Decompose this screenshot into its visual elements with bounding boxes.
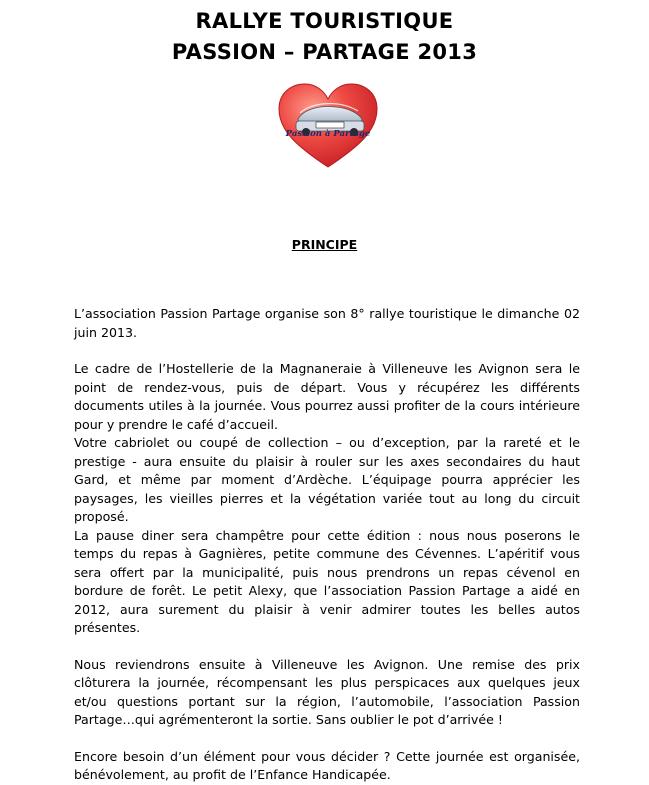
- logo-text: Passion à Partage: [285, 129, 371, 139]
- title-line-1: RALLYE TOURISTIQUE: [195, 9, 454, 33]
- heart-logo-icon: [276, 81, 380, 171]
- paragraph-closing: Encore besoin d’un élément pour vous décider ? Cette journée est organisée, bénévolement, au profit de l’Enfance Handicapée.: [74, 748, 580, 782]
- title-line-2: PASSION – PARTAGE 2013: [171, 40, 478, 64]
- passion-partage-logo: [276, 81, 380, 171]
- paragraph-route: Votre cabriolet ou coupé de collection – ou d’exception, par la rareté et le prestige - aura ensuite du plaisir à rouler sur les axes secondaires du haut Gard, et même par moment d’Ardèche. L’équipage pourra apprécier les paysages, les vieilles pierres et la végétation variée tout au long du circuit proposé.: [74, 435, 580, 524]
- paragraph-return: Nous reviendrons ensuite à Villeneuve les Avignon. Une remise des prix clôturera la journée, récompensant les plus perspicaces aux quelques jeux et/ou questions portant sur la région, l’automobile, l’association Passion Partage…qui agrémenteront la sortie. Sans oublier le pot d’arrivée !: [74, 656, 580, 727]
- body-text: [74, 305, 580, 785]
- paragraph-intro: L’association Passion Partage organise son 8° rallye touristique le dimanche 02 juin 2013.: [74, 306, 580, 340]
- paragraph-venue: Le cadre de l’Hostellerie de la Magnaneraie à Villeneuve les Avignon sera le point de rendez-vous, puis de départ. Vous y récupérez les différents documents utiles à la journée. Vous pourrez aussi profiter de la cours intérieure pour y prendre le café d’accueil.: [74, 361, 580, 432]
- paragraph-lunch: La pause diner sera champêtre pour cette édition : nous nous poserons le temps du repas à Gagnières, petite commune des Cévennes. L’apéritif vous sera offert par la municipalité, puis nous prendrons un repas cévenol en bordure de forêt. Le petit Alexy, que l’association Passion Partage a aidé en 2012, aura surement du plaisir à venir admirer toutes les belles autos présentes.: [74, 527, 580, 635]
- section-heading: PRINCIPE: [291, 237, 358, 252]
